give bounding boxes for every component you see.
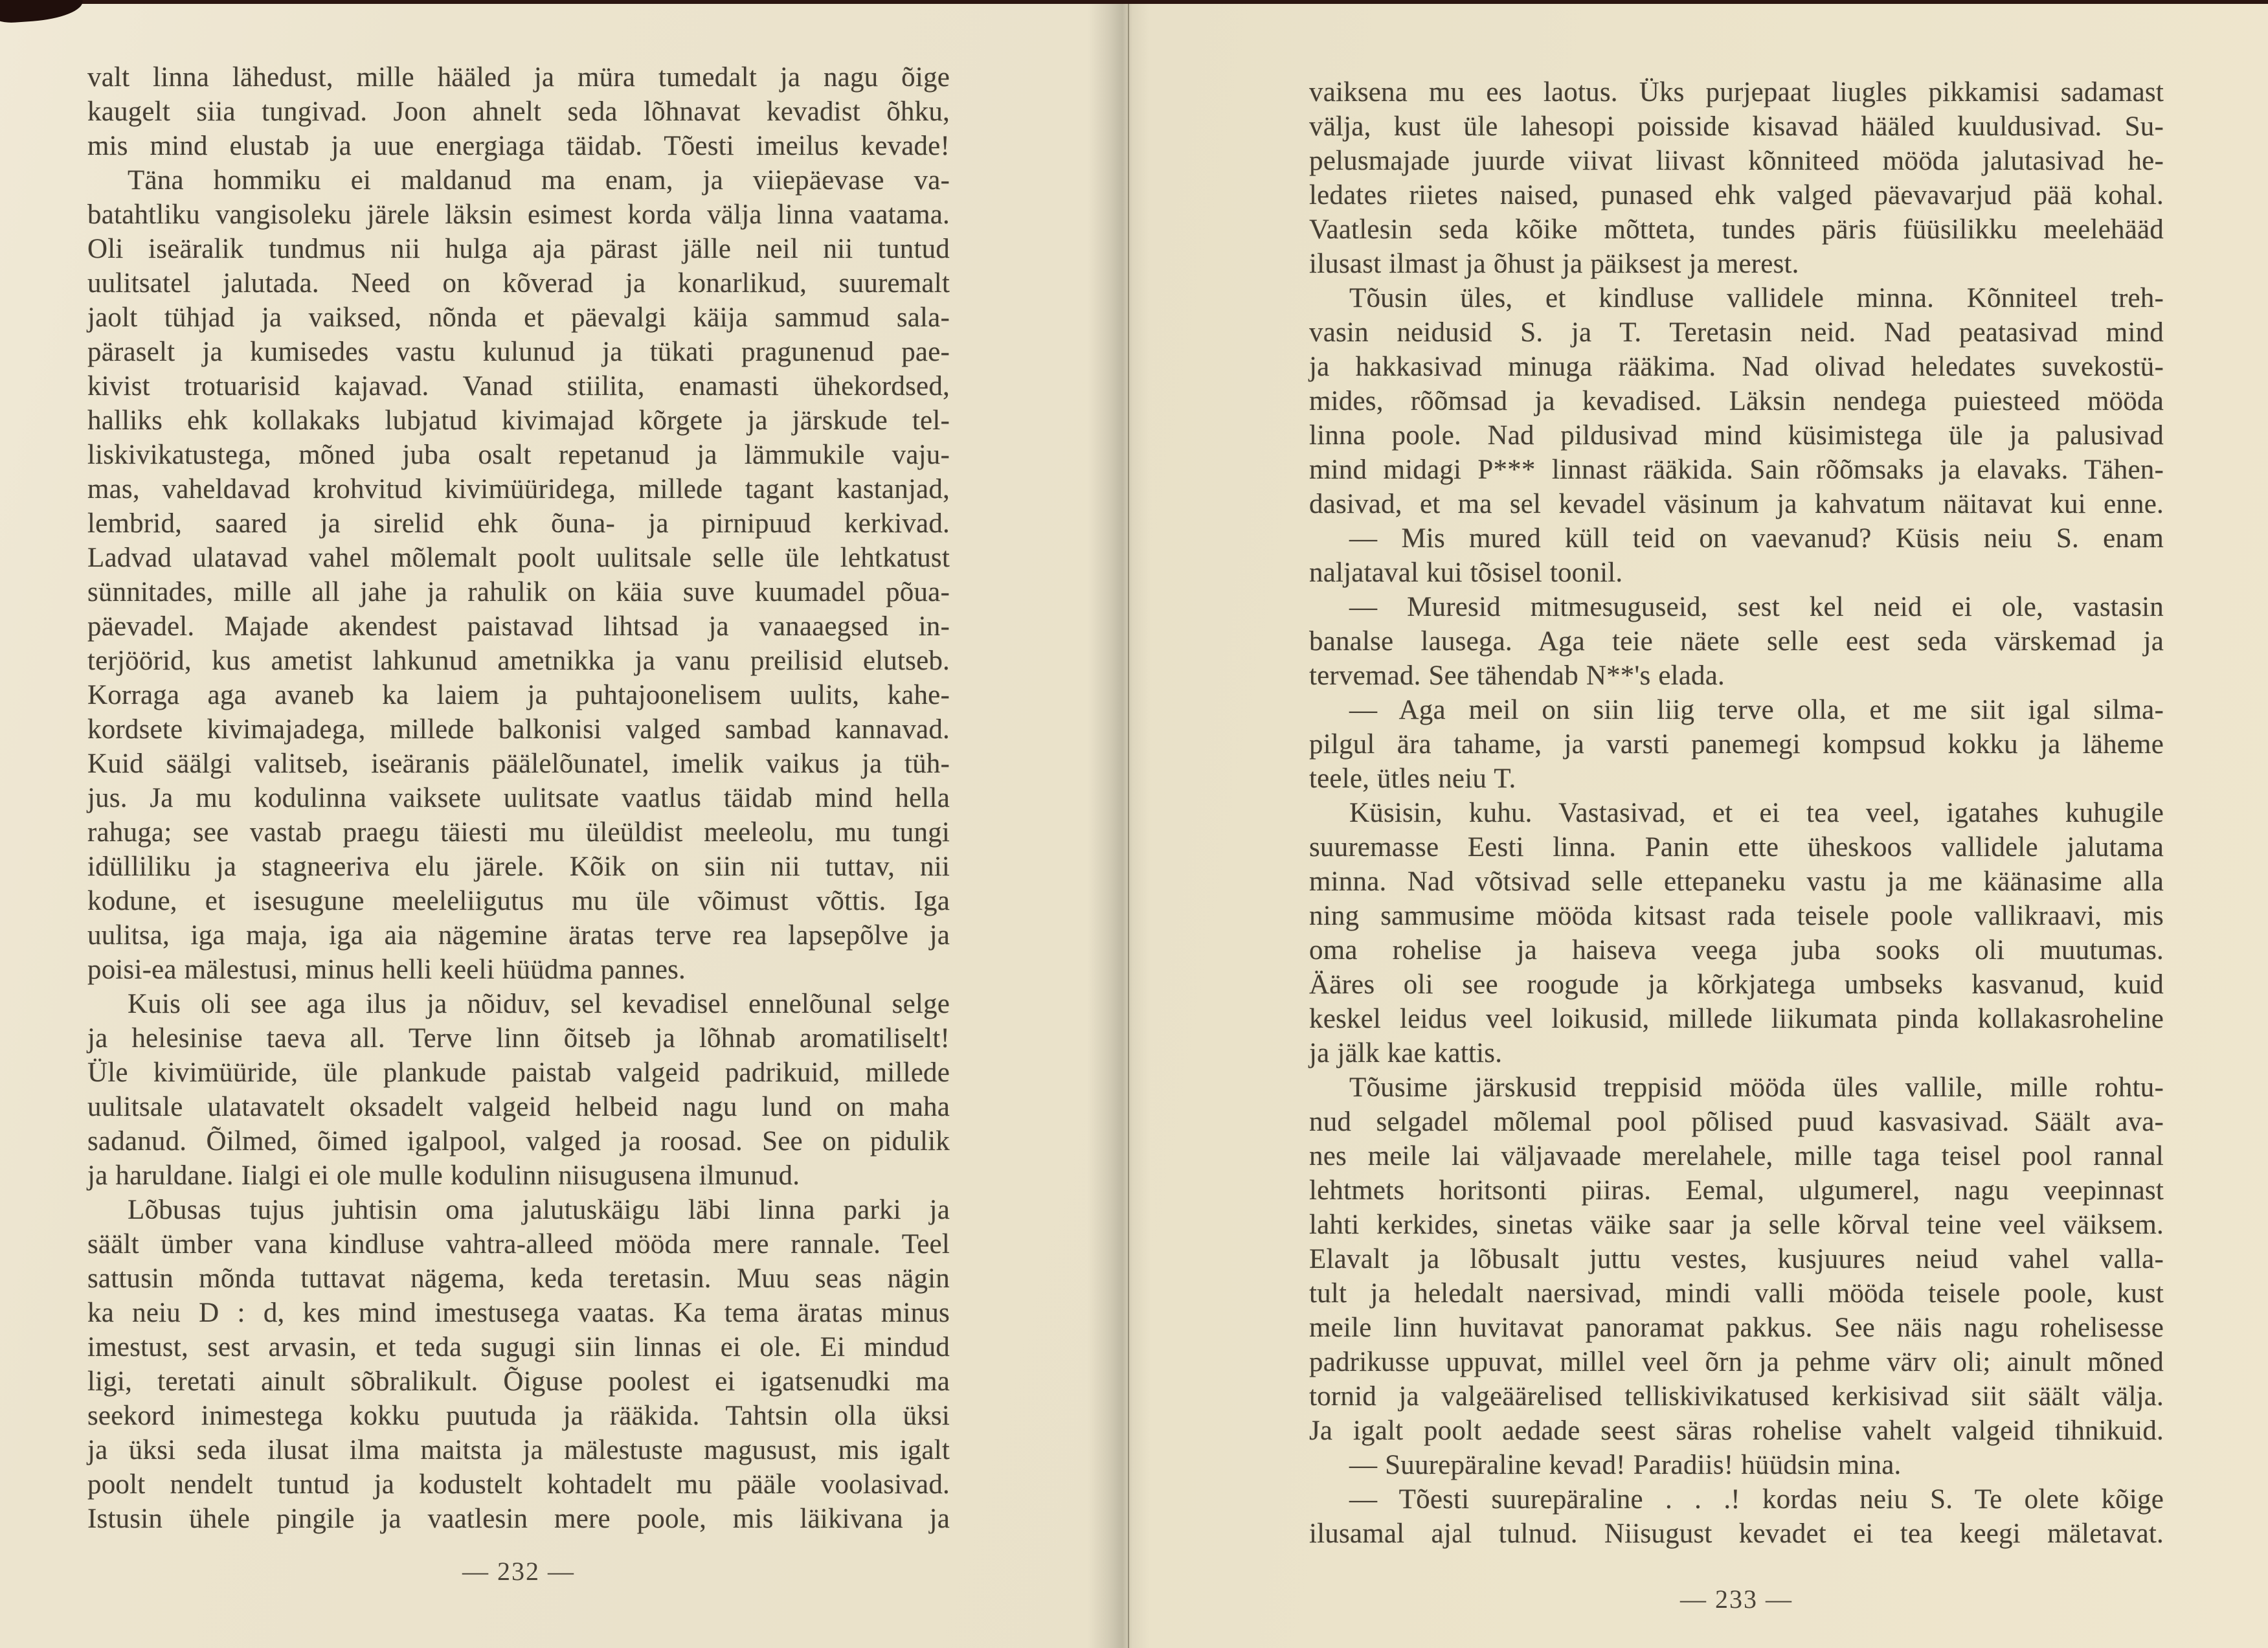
text-line: pelusmajade juurde viivat liivast kõnniteed mööda jalutasivad he- [1309, 146, 2164, 176]
text-line: säält ümber vana kindluse vahtra-alleed mööda mere rannale. Teel [87, 1229, 950, 1259]
text-line: Tõusime järskusid treppisid mööda üles vallile, mille rohtu- [1349, 1072, 2164, 1103]
text-line: poolt nendelt tuntud ja kodustelt kohtadelt mu pääle voolasivad. [87, 1469, 950, 1500]
text-line: uulitsatel jalutada. Need on kõverad ja konarlikud, suuremalt [87, 268, 950, 299]
text-line: pilgul ära tahame, ja varsti panemegi kompsud kokku ja läheme [1309, 729, 2164, 760]
text-line: nud selgadel mõlemal pool põlised puud kasvasivad. Säält ava- [1309, 1107, 2164, 1137]
text-line: liskivikatustega, mõned juba osalt repetanud ja lämmukile vaju- [87, 440, 950, 470]
text-line: ilusamal ajal tulnud. Niisugust kevadet ei tea keegi mäletavat. [1309, 1518, 2164, 1549]
text-line: seekord inimestega kokku puutuda ja rääkida. Tahtsin olla üksi [87, 1401, 950, 1431]
text-line: ilusast ilmast ja õhust ja päiksest ja merest. [1309, 249, 1799, 279]
text-line: Korraga aga avaneb ka laiem ja puhtajoonelisem uulits, kahe- [87, 680, 950, 710]
text-line: tervemad. See tähendab N**'s elada. [1309, 660, 1725, 691]
text-line: Kuis oli see aga ilus ja nõiduv, sel kevadisel ennelõunal selge [128, 989, 950, 1019]
text-line: ja haruldane. Iialgi ei ole mulle kodulinn niisugusena ilmunud. [87, 1160, 800, 1191]
right-page-text [1309, 75, 2164, 1551]
text-line: sattusin mõnda tuttavat nägema, keda teretasin. Muu seas nägin [87, 1263, 950, 1294]
text-line: ka neiu D : d, kes mind imestusega vaatas. Ka tema äratas minus [87, 1298, 950, 1328]
text-line: teele, ütles neiu T. [1309, 763, 1516, 794]
text-line: kodune, et isesugune meeleliigutus mu üle võimust võttis. Iga [87, 886, 950, 916]
text-line: suuremasse Eesti linna. Panin ette üheskoos vallidele jalutama [1309, 832, 2164, 863]
text-line: jaolt tühjad ja vaiksed, nõnda et päevalgi käija sammud sala- [87, 302, 950, 333]
text-line: — Muresid mitmesuguseid, sest kel neid ei ole, vastasin [1349, 592, 2164, 622]
gutter-shadow [1088, 0, 1150, 1648]
text-line: ledates riietes naised, punased ehk valged päevavarjud pää kohal. [1309, 180, 2164, 210]
text-line: kordsete kivimajadega, millede balkonisi valged sambad kannavad. [87, 714, 950, 745]
text-line: uulitsa, iga maja, iga aia nägemine äratas terve rea lapsepõlve ja [87, 920, 950, 951]
text-line: minna. Nad võtsivad selle ettepaneku vastu ja me käänasime alla [1309, 866, 2164, 897]
text-line: päraselt ja kumisedes vastu kulunud ja tükati pragunenud pae- [87, 337, 950, 367]
text-line: Küsisin, kuhu. Vastasivad, et ei tea veel, igatahes kuhugile [1349, 798, 2164, 828]
text-line: päevadel. Majade akendest paistavad lihtsad ja vanaaegsed in- [87, 611, 950, 642]
text-line: vasin neidusid S. ja T. Teretasin neid. Nad peatasivad mind [1309, 317, 2164, 348]
text-line: kivist trotuarisid kajavad. Vanad stiilita, enamasti ühekordsed, [87, 371, 950, 401]
text-line: Oli iseäralik tundmus nii hulga aja pärast jälle neil nii tuntud [87, 234, 950, 264]
left-page-text [87, 60, 950, 1536]
text-line: Ja igalt poolt aedade seest säras rohelise vahelt valgeid tihnikuid. [1309, 1416, 2164, 1446]
text-line: naljataval kui tõsisel toonil. [1309, 558, 1623, 588]
text-line: linna poole. Nad pildusivad mind küsimistega üle ja palusivad [1309, 420, 2164, 451]
gutter-crease-line [1128, 0, 1129, 1648]
text-line: Ääres oli see roogude ja kõrkjatega umbseks kasvanud, kuid [1309, 969, 2164, 1000]
text-line: tult ja heledalt naersivad, mindi valli mööda teisele poole, kust [1309, 1278, 2164, 1309]
text-line: Tõusin üles, et kindluse vallidele minna. Kõnniteel treh- [1349, 283, 2164, 313]
text-line: sünnitades, mille all jahe ja rahulik on käia suve kuumadel põua- [87, 577, 950, 607]
text-line: lembrid, saared ja sirelid ehk õuna- ja pirnipuud kerkivad. [87, 508, 950, 539]
text-line: lahti kerkides, sinetas väike saar ja selle kõrval teine veel väiksem. [1309, 1210, 2164, 1240]
text-line: mides, rõõmsad ja kevadised. Läksin nendega puiesteed mööda [1309, 386, 2164, 416]
text-line: Kuid säälgi valitseb, iseäranis päälelõunatel, imelik vaikus ja tüh- [87, 749, 950, 779]
text-line: Istusin ühele pingile ja vaatlesin mere poole, mis läikivana ja [87, 1504, 950, 1534]
text-line: dasivad, et ma sel kevadel väsinum ja kahvatum näitavat kui enne. [1309, 489, 2164, 519]
text-line: banalse lausega. Aga teie näete selle eest seda värskemad ja [1309, 626, 2164, 657]
text-line: ja helesinise taeva all. Terve linn õitseb ja lõhnab aromatiliselt! [87, 1023, 950, 1054]
text-line: oma rohelise ja haiseva veega juba sooks oli muutumas. [1309, 935, 2164, 965]
text-line: halliks ehk kollakaks lubjatud kivimajad kõrgete ja järskude tel- [87, 405, 950, 436]
text-line: mis mind elustab ja uue energiaga täidab. Tõesti imeilus kevade! [87, 131, 950, 161]
scan-top-edge [0, 0, 2268, 4]
text-line: tornid ja valgeäärelised telliskivikatused kerkisivad siit säält välja. [1309, 1381, 2164, 1412]
text-line: välja, kust üle lahesopi poisside kisavad hääled kuuldusivad. Su- [1309, 111, 2164, 142]
text-line: batahtliku vangisoleku järele läksin esimest korda välja linna vaatama. [87, 199, 950, 230]
text-line: — Suurepäraline kevad! Paradiis! hüüdsin mina. [1349, 1450, 1902, 1480]
text-line: ning sammusime mööda kitsast rada teisele poole vallikraavi, mis [1309, 901, 2164, 931]
text-line: keskel leidus veel loikusid, millede liikumata pinda kollakasroheline [1309, 1004, 2164, 1034]
text-line: idülliliku ja stagneeriva elu järele. Kõik on siin nii tuttav, nii [87, 852, 950, 882]
text-line: — Mis mured küll teid on vaevanud? Küsis neiu S. enam [1349, 523, 2164, 554]
text-line: imestust, sest arvasin, et teda sugugi siin linnas ei ole. Ei mindud [87, 1332, 950, 1362]
text-line: nes meile lai väljavaade merelahele, mille taga teisel pool rannal [1309, 1141, 2164, 1171]
text-line: Täna hommiku ei maldanud ma enam, ja viiepäevase va- [128, 165, 950, 196]
text-line: ja üksi seda ilusat ilma maitsta ja mälestuste magusust, mis igalt [87, 1435, 950, 1465]
text-line: sadanud. Õilmed, õimed igalpool, valged ja roosad. See on pidulik [87, 1126, 950, 1157]
text-line: — Aga meil on siin liig terve olla, et me siit igal silma- [1349, 695, 2164, 725]
text-line: Elavalt ja lõbusalt juttu vestes, kusjuures neiud vahel valla- [1309, 1244, 2164, 1274]
text-line: rahuga; see vastab praegu täiesti mu üleüldist meeleolu, mu tungi [87, 817, 950, 848]
text-line: padrikusse uppuvat, millel veel õrn ja pehme värv oli; ainult mõned [1309, 1347, 2164, 1377]
text-line: uulitsale ulatavatelt oksadelt valgeid helbeid nagu lund on maha [87, 1092, 950, 1122]
page-number-right: — 233 — [1680, 1585, 1793, 1614]
text-line: Vaatlesin seda kõike mõtteta, tundes päris füüsilikku meelehääd [1309, 214, 2164, 245]
page-number-left: — 232 — [462, 1557, 575, 1586]
text-line: kaugelt siia tungivad. Joon ahnelt seda lõhnavat kevadist õhku, [87, 96, 950, 127]
text-line: — Tõesti suurepäraline . . .! kordas neiu S. Te olete kõige [1349, 1484, 2164, 1515]
text-line: Üle kivimüüride, üle plankude paistab valgeid padrikuid, millede [87, 1057, 950, 1088]
text-line: poisi-ea mälestusi, minus helli keeli hüüdma pannes. [87, 954, 686, 985]
text-line: ja hakkasivad minuga rääkima. Nad olivad heledates suvekostü- [1309, 352, 2164, 382]
text-line: Ladvad ulatavad vahel mõlemalt poolt uulitsale selle üle lehtkatust [87, 543, 950, 573]
text-line: Lõbusas tujus juhtisin oma jalutuskäigu läbi linna parki ja [128, 1195, 950, 1225]
text-line: meile linn huvitavat panoramat pakkus. See näis nagu rohelisesse [1309, 1313, 2164, 1343]
text-line: jus. Ja mu kodulinna vaiksete uulitsate vaatlus täidab mind hella [87, 783, 950, 813]
text-line: ja jälk kae kattis. [1309, 1038, 1503, 1068]
text-line: vaiksena mu ees laotus. Üks purjepaat liugles pikkamisi sadamast [1309, 77, 2164, 107]
text-line: mind midagi P*** linnast rääkida. Sain rõõmsaks ja elavaks. Tähen- [1309, 455, 2164, 485]
text-line: terjöörid, kus ametist lahkunud ametnikka ja vanu preilisid elutseb. [87, 646, 950, 676]
text-line: lehtmets horitsonti piiras. Eemal, ulgumerel, nagu veepinnast [1309, 1175, 2164, 1206]
text-line: valt linna lähedust, mille hääled ja müra tumedalt ja nagu õige [87, 62, 950, 93]
text-line: ligi, teretati ainult sõbralikult. Õiguse poolest ei igatsenudki ma [87, 1366, 950, 1397]
text-line: mas, vaheldavad krohvitud kivimüüridega, millede tagant kastanjad, [87, 474, 950, 504]
